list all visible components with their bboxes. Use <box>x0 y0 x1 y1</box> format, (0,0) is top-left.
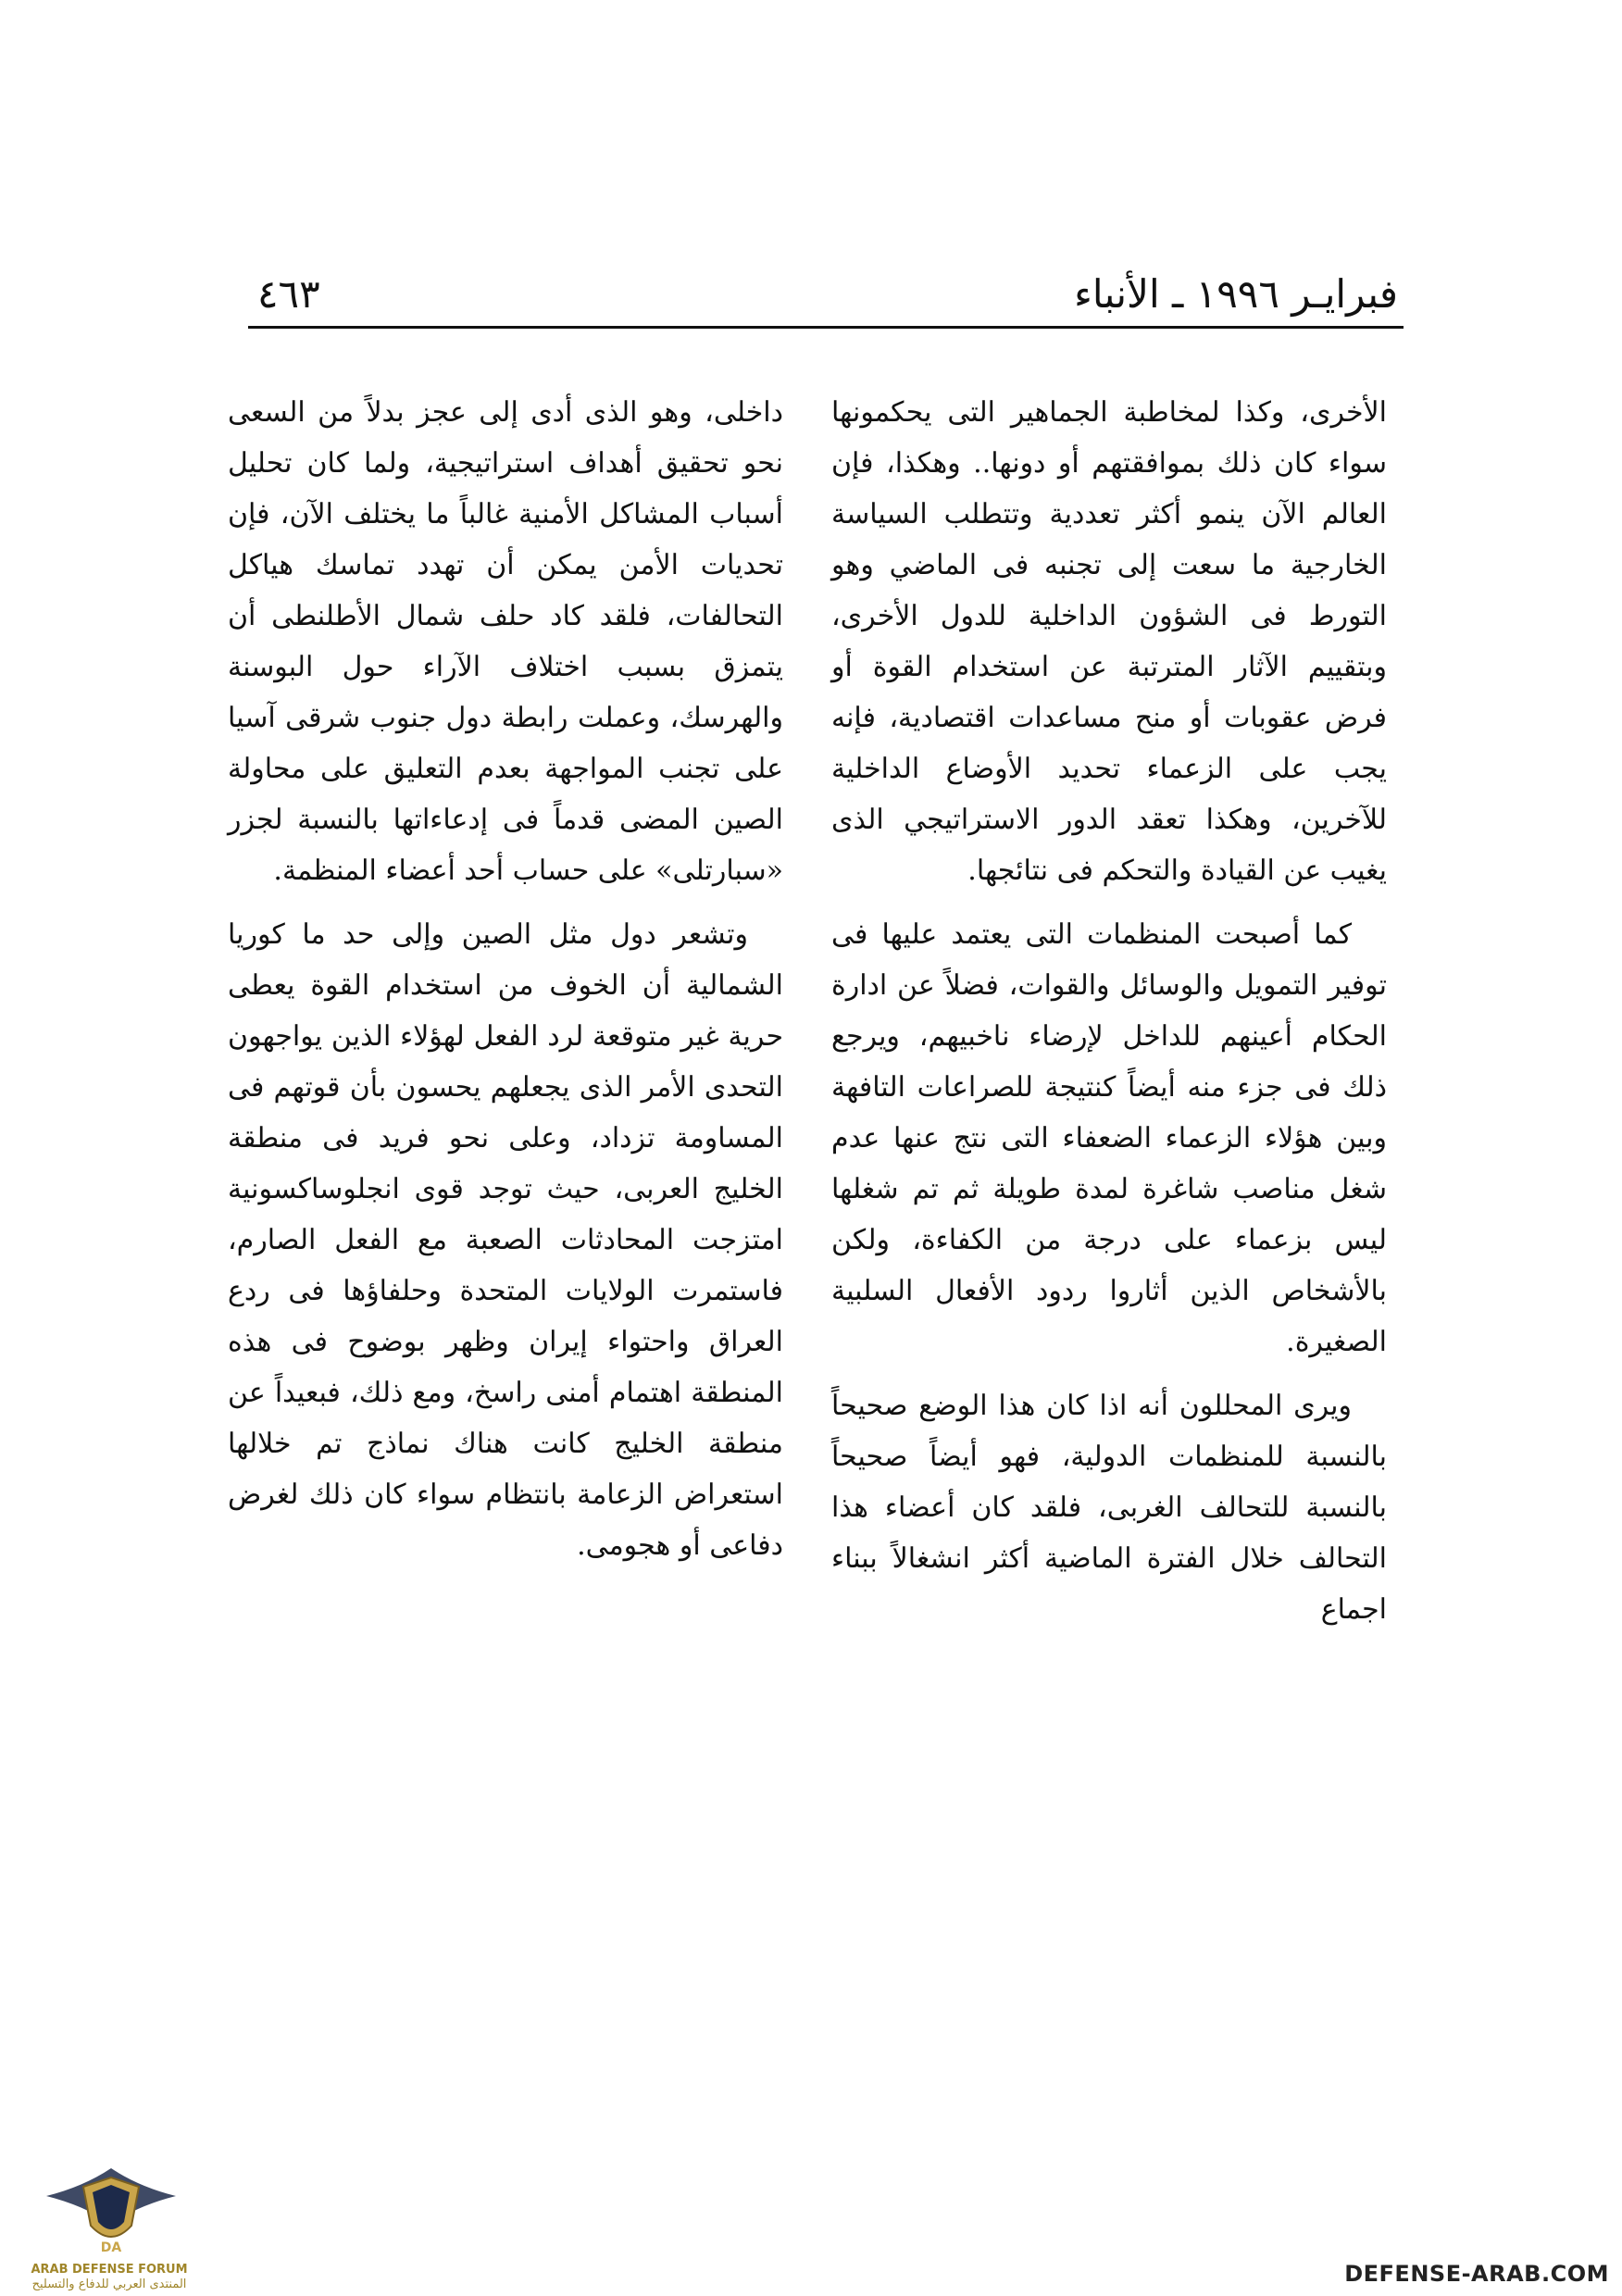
logo-caption <box>17 2263 202 2292</box>
running-title: فبرايـر ١٩٩٦ ـ الأنباء <box>1074 271 1398 317</box>
paragraph: وتشعر دول مثل الصين وإلى حد ما كوريا الشمالية أن الخوف من استخدام القوة يعطى حرية غير متوقعة لرد الفعل لهؤلاء الذين يواجهون التحدى الأمر الذى يجعلهم يحسون بأن قوتهم فى المساومة تزداد، وعلى نحو فريد فى منطقة الخليج العربى، حيث توجد قوى انجلوساكسونية امتزجت المحادثات الصعبة مع الفعل الصارم، فاستمرت الولايات المتحدة وحلفاؤها فى ردع العراق واحتواء إيران وظهر بوضوح فى هذه المنطقة اهتمام أمنى راسخ، ومع ذلك، فبعيداً عن منطقة الخليج كانت هناك نماذج تم خلالها استعراض الزعامة بانتظام سواء كان ذلك لغرض دفاعى أو هجومى. <box>228 918 783 1562</box>
text-column-left <box>228 387 783 1571</box>
paragraph: الأخرى، وكذا لمخاطبة الجماهير التى يحكمونها سواء كان ذلك بموافقتهم أو دونها.. وهكذا، فإن العالم الآن ينمو أكثر تعددية وتتطلب السياسة الخارجية ما سعت إلى تجنبه فى الماضي وهو التورط فى الشؤون الداخلية للدول الأخرى، وبتقييم الآثار المترتبة عن استخدام القوة أو فرض عقوبات أو منح مساعدات اقتصادية، فإنه يجب على الزعماء تحديد الأوضاع الداخلية للآخرين، وهكذا تعقد الدور الاستراتيجي الذى يغيب عن القيادة والتحكم فى نتائجها. <box>831 396 1387 887</box>
page-number: ٤٦٣ <box>257 271 320 317</box>
paragraph: كما أصبحت المنظمات التى يعتمد عليها فى توفير التمويل والوسائل والقوات، فضلاً عن ادارة الحكام أعينهم للداخل لإرضاء ناخبيهم، ويرجع ذلك فى جزء منه أيضاً كنتيجة للصراعات التافهة وبين هؤلاء الزعماء الضعفاء التى نتج عنها عدم شغل مناصب شاغرة لمدة طويلة ثم تم شغلها ليس بزعماء على درجة من الكفاءة، ولكن بالأشخاص الذين أثاروا ردود الأفعال السلبية الصغيرة. <box>831 918 1387 1358</box>
logo-caption-en: ARAB DEFENSE FORUM <box>31 2263 188 2277</box>
text-column-right <box>831 387 1387 1635</box>
paragraph: ويرى المحللون أنه اذا كان هذا الوضع صحيحاً بالنسبة للمنظمات الدولية، فهو أيضاً صحيحاً بالنسبة للتحالف الغربى، فلقد كان أعضاء هذا التحالف خلال الفترة الماضية أكثر انشغالاً ببناء اجماع <box>831 1390 1387 1626</box>
logo-caption-ar: المنتدى العربي للدفاع والتسليح <box>31 2277 187 2291</box>
logo-monogram: DA <box>100 2240 122 2255</box>
paragraph: داخلى، وهو الذى أدى إلى عجز بدلاً من السعى نحو تحقيق أهداف استراتيجية، ولما كان تحليل أسباب المشاكل الأمنية غالباً ما يختلف الآن، فإن تحديات الأمن يمكن أن تهدد تماسك هياكل التحالفات، فلقد كاد حلف شمال الأطلنطى أن يتمزق بسبب اختلاف الآراء حول البوسنة والهرسك، وعملت رابطة دول جنوب شرقى آسيا على تجنب المواجهة بعدم التعليق على محاولة الصين المضى قدماً فى إدعاءاتها بالنسبة لجزر «سبارتلى» على حساب أحد أعضاء المنظمة. <box>228 396 783 887</box>
page-header <box>248 252 1404 329</box>
site-watermark: DEFENSE-ARAB.COM <box>1344 2261 1609 2287</box>
